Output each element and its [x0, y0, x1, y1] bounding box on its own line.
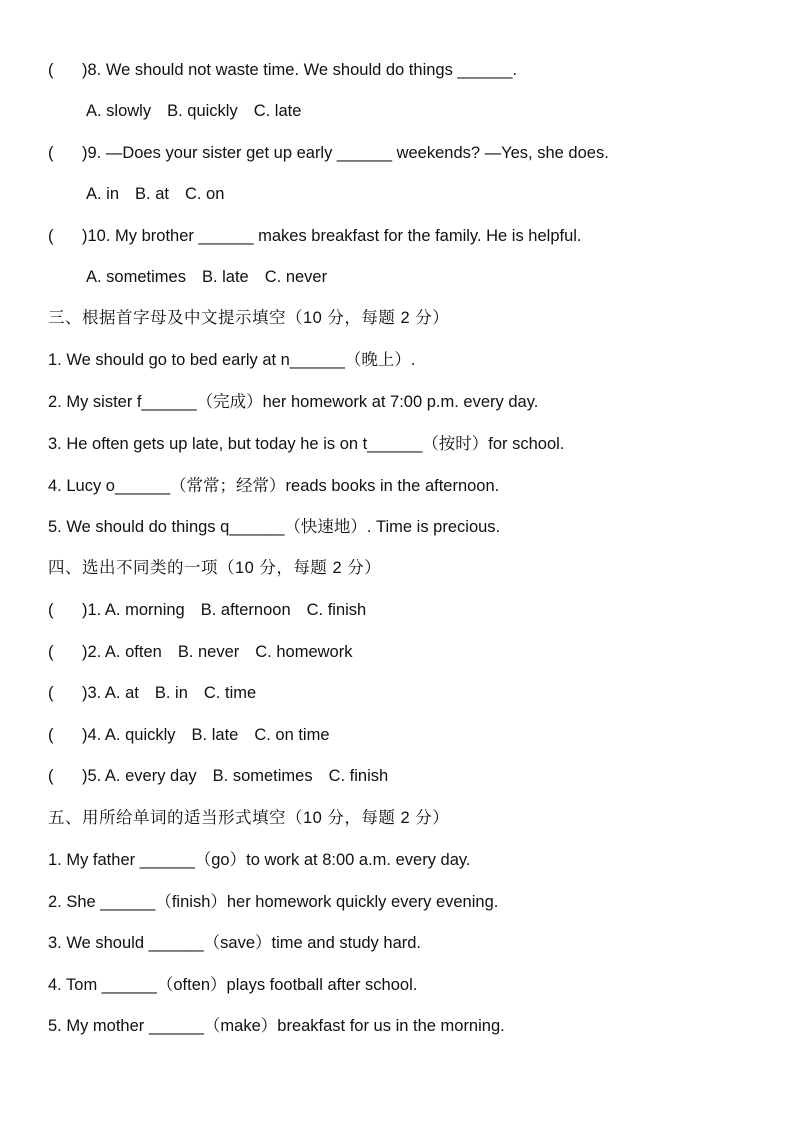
- option-a: A. slowly: [86, 102, 152, 120]
- option-c: C. finish: [306, 601, 367, 619]
- answer-paren: (: [48, 643, 54, 661]
- odd-one-item-2: [48, 642, 352, 662]
- option-b: B. late: [191, 726, 239, 744]
- option-a: )4. A. quickly: [82, 726, 176, 744]
- odd-one-item-1: [48, 600, 366, 620]
- odd-one-item-3: [48, 683, 256, 703]
- option-c: C. late: [253, 102, 302, 120]
- answer-paren: (: [48, 227, 54, 245]
- option-a: )3. A. at: [82, 684, 139, 702]
- option-b: B. sometimes: [212, 767, 313, 785]
- odd-one-item-4: [48, 725, 330, 745]
- section-4-title: 四、选出不同类的一项（10 分，每题 2 分）: [48, 559, 382, 577]
- fill-item-4: 4. Lucy o______（常常；经常）reads books in the afternoon.: [48, 477, 500, 495]
- question-text: )8. We should not waste time. We should do things ______.: [82, 61, 518, 79]
- option-c: C. never: [264, 268, 328, 286]
- fill-item-2: 2. My sister f______（完成）her homework at 7:00 p.m. every day.: [48, 393, 539, 411]
- option-a: )1. A. morning: [82, 601, 185, 619]
- question-10: [48, 226, 582, 246]
- option-c: C. homework: [255, 643, 353, 661]
- option-c: C. on time: [254, 726, 330, 744]
- form-item-2: 2. She ______（finish）her homework quickly every evening.: [48, 893, 499, 911]
- option-b: B. afternoon: [200, 601, 291, 619]
- question-9-options: [86, 184, 240, 204]
- answer-paren: (: [48, 684, 54, 702]
- option-a: A. sometimes: [86, 268, 186, 286]
- answer-paren: (: [48, 726, 54, 744]
- answer-paren: (: [48, 61, 54, 79]
- form-item-5: 5. My mother ______（make）breakfast for us in the morning.: [48, 1017, 505, 1035]
- option-c: C. time: [203, 684, 257, 702]
- section-5-title: 五、用所给单词的适当形式填空（10 分，每题 2 分）: [48, 809, 450, 827]
- option-b: B. never: [177, 643, 240, 661]
- answer-paren: (: [48, 144, 54, 162]
- question-8: [48, 60, 517, 80]
- form-item-4: 4. Tom ______（often）plays football after school.: [48, 976, 418, 994]
- section-3-title: 三、根据首字母及中文提示填空（10 分，每题 2 分）: [48, 309, 450, 327]
- odd-one-item-5: [48, 766, 388, 786]
- option-b: B. at: [135, 185, 169, 203]
- fill-item-5: 5. We should do things q______（快速地）. Time is precious.: [48, 518, 501, 536]
- question-8-options: [86, 101, 317, 121]
- form-item-3: 3. We should ______（save）time and study hard.: [48, 934, 421, 952]
- option-b: B. in: [154, 684, 188, 702]
- option-a: )5. A. every day: [82, 767, 197, 785]
- option-c: C. finish: [328, 767, 389, 785]
- option-a: )2. A. often: [82, 643, 162, 661]
- answer-paren: (: [48, 767, 54, 785]
- fill-item-1: 1. We should go to bed early at n______（晚上）.: [48, 351, 416, 369]
- option-b: B. quickly: [167, 102, 238, 120]
- option-b: B. late: [201, 268, 249, 286]
- option-c: C. on: [184, 185, 225, 203]
- form-item-1: 1. My father ______（go）to work at 8:00 a.m. every day.: [48, 851, 471, 869]
- question-9: [48, 143, 609, 163]
- question-10-options: [86, 267, 343, 287]
- fill-item-3: 3. He often gets up late, but today he is on t______（按时）for school.: [48, 435, 565, 453]
- answer-paren: (: [48, 601, 54, 619]
- option-a: A. in: [86, 185, 120, 203]
- question-text: )9. —Does your sister get up early ______ weekends? —Yes, she does.: [82, 144, 609, 162]
- question-text: )10. My brother ______ makes breakfast for the family. He is helpful.: [82, 227, 582, 245]
